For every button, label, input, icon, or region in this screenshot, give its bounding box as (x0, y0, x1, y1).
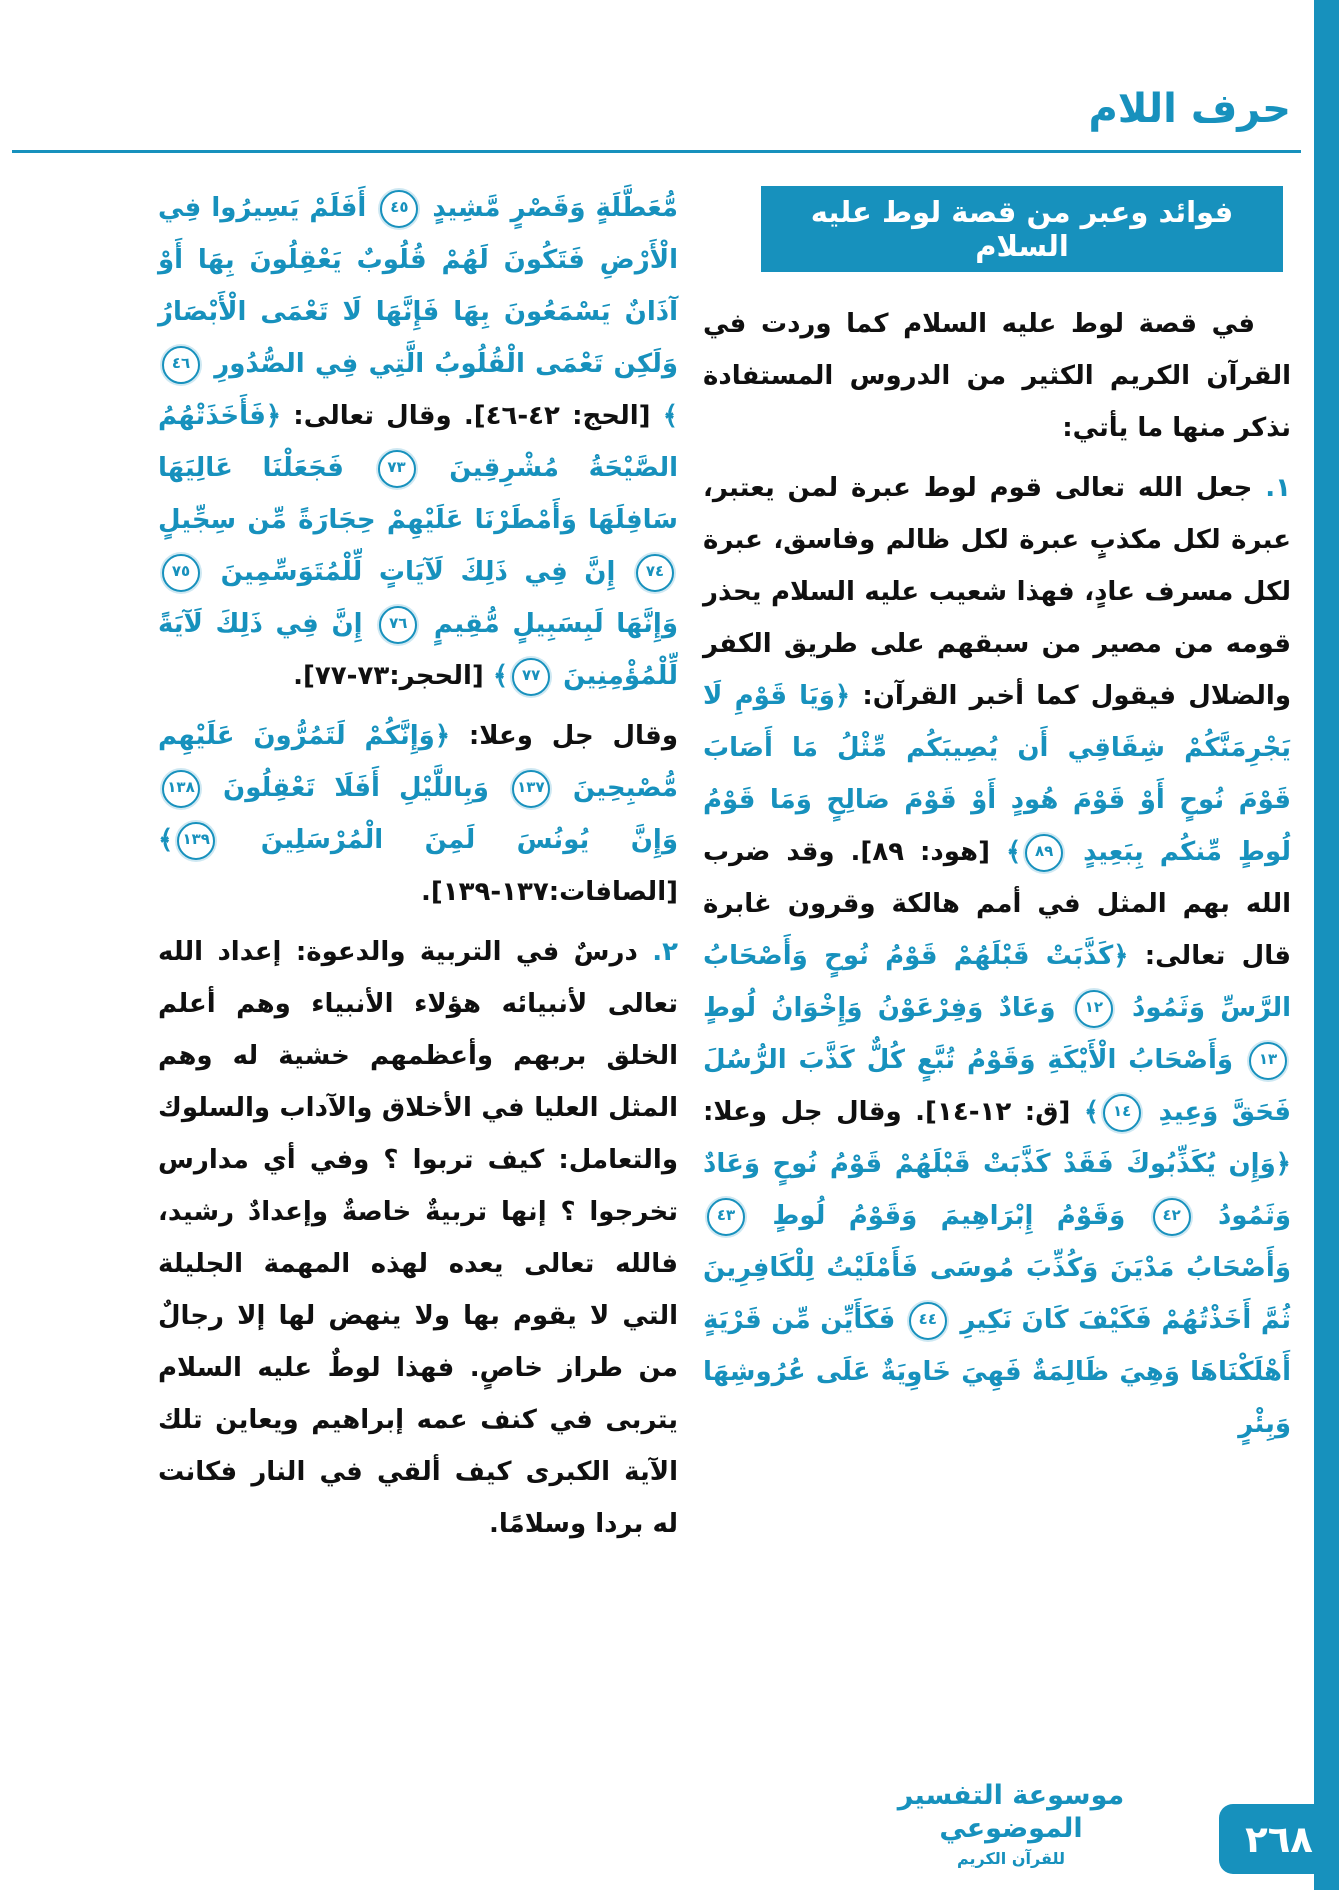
quran-text: ﴾ (1083, 1097, 1100, 1127)
body-text: في قصة لوط عليه السلام كما وردت في القرآن الكريم الكثير من الدروس المستفادة نذكر منها ما يأتي: (703, 309, 1291, 443)
section-title: فوائد وعبر من قصة لوط عليه السلام (761, 186, 1283, 272)
quran-text: ﴿فَأَخَذَتْهُمُ الصَّيْحَةُ مُشْرِقِينَ (158, 401, 679, 483)
body-text: وقال جل وعلا: (450, 721, 678, 751)
quran-text: وَإِنَّ يُونُسَ لَمِنَ الْمُرْسَلِينَ (219, 825, 678, 855)
header-divider (12, 150, 1301, 153)
body-text: [الصافات:١٣٧-١٣٩]. (420, 877, 678, 907)
left-column (158, 182, 678, 1558)
ayah-number-medallion: ٤٣ (707, 1198, 745, 1236)
ayah-number-medallion: ٧٥ (162, 554, 200, 592)
body-text: جعل الله تعالى قوم لوط عبرة لمن يعتبر، عبرة لكل مكذبٍ عبرة لكل ظالم وفاسق، عبرة لكل مسرف عادٍ، فهذا شعيب عليه السلام يحذر قومه من مصير من سبقهم على طريق الكفر والضلال فيقول كما أخبر القرآن: (703, 473, 1291, 711)
chapter-header: حرف اللام (1088, 86, 1291, 132)
quran-text: وَبِاللَّيْلِ أَفَلَا تَعْقِلُونَ (204, 773, 508, 803)
lesson-1-paragraph (703, 462, 1291, 1450)
quran-text: فَجَعَلْنَا عَالِيَهَا سَافِلَهَا وَأَمْطَرْنَا عَلَيْهِمْ حِجَارَةً مِّن سِجِّيلٍ (158, 453, 678, 535)
ayah-number-medallion: ٨٩ (1025, 834, 1063, 872)
ayah-number-medallion: ١٣ (1249, 1042, 1287, 1080)
ayah-number-medallion: ٤٦ (162, 346, 200, 384)
ayah-number-medallion: ٤٤ (909, 1302, 947, 1340)
ayah-number-medallion: ١٣٨ (162, 770, 200, 808)
ayah-number-medallion: ١٢ (1075, 990, 1113, 1028)
quran-text: ﴾ (158, 825, 174, 855)
quran-text: وَأَصْحَابُ مَدْيَنَ وَكُذِّبَ مُوسَى فَأَمْلَيْتُ لِلْكَافِرِينَ ثُمَّ أَخَذْتُهُمْ فَكَيْفَ كَانَ نَكِيرِ (703, 1253, 1291, 1335)
publisher-seal-title: موسوعة التفسير الموضوعي (897, 1779, 1125, 1845)
quran-text: وَعَادٌ وَفِرْعَوْنُ وَإِخْوَانُ لُوطٍ (703, 993, 1071, 1023)
list-number: ١. (1252, 473, 1291, 503)
page-number: ٢٦٨ (1245, 1817, 1313, 1861)
quran-text: ﴿وَإِن يُكَذِّبُوكَ فَقَدْ كَذَّبَتْ قَبْلَهُمْ قَوْمُ نُوحٍ وَعَادٌ وَثَمُودُ (703, 1149, 1291, 1231)
intro-paragraph (703, 298, 1291, 454)
quran-text: ﴾ (662, 401, 678, 431)
quran-text: إِنَّ فِي ذَلِكَ لَآيَةً لِّلْمُؤْمِنِينَ (158, 609, 678, 691)
quran-continuation-paragraph (158, 182, 678, 702)
quran-text: ﴿كَذَّبَتْ قَبْلَهُمْ قَوْمُ نُوحٍ وَأَصْحَابُ الرَّسِّ وَثَمُودُ (703, 941, 1291, 1023)
quran-text: وَقَوْمُ إِبْرَاهِيمَ وَقَوْمُ لُوطٍ (749, 1201, 1149, 1231)
ayah-number-medallion: ٧٣ (378, 450, 416, 488)
quran-text: إِنَّ فِي ذَلِكَ لَآيَاتٍ لِّلْمُتَوَسِّمِينَ (204, 557, 632, 587)
ayah-number-medallion: ١٤ (1103, 1094, 1141, 1132)
ayah-number-medallion: ٤٥ (380, 190, 418, 228)
page-edge-strip (1314, 0, 1339, 1890)
ayah-number-medallion: ٧٦ (379, 606, 417, 644)
quran-text: ﴿وَإِنَّكُمْ لَتَمُرُّونَ عَلَيْهِم مُّصْبِحِينَ (158, 721, 678, 803)
lesson-2-paragraph (158, 926, 678, 1550)
ayah-number-medallion: ١٣٩ (177, 822, 215, 860)
ayah-number-medallion: ١٣٧ (512, 770, 550, 808)
body-text: [الحجر:٧٣-٧٧]. (293, 661, 493, 691)
page-number-badge (1219, 1804, 1339, 1874)
list-number: ٢. (637, 937, 679, 967)
right-column (703, 182, 1291, 1458)
publisher-seal (861, 1779, 1161, 1869)
body-text: [ق: ١٢-١٤]. وقال جل وعلا: (703, 1097, 1084, 1127)
quran-text: أَفَلَمْ يَسِيرُوا فِي الْأَرْضِ فَتَكُونَ لَهُمْ قُلُوبٌ يَعْقِلُونَ بِهَا أَوْ آذَانٌ يَسْمَعُونَ بِهَا فَإِنَّهَا لَا تَعْمَى الْأَبْصَارُ وَلَكِن تَعْمَى الْقُلُوبُ الَّتِي فِي الصُّدُورِ (158, 193, 678, 379)
body-text: درسٌ في التربية والدعوة: إعداد الله تعالى لأنبيائه هؤلاء الأنبياء وهم أعلم الخلق بربهم وأعظمهم خشية له وهم المثل العليا في الأخلاق والآداب والسلوك والتعامل: كيف تربوا ؟ وفي أي مدارس تخرجوا ؟ إنها تربيةٌ خاصةٌ وإعدادٌ رشيد، فالله تعالى يعده لهذه المهمة الجليلة التي لا يقوم بها ولا ينهض لها إلا رجالٌ من طراز خاصٍ. فهذا لوطٌ عليه السلام يتربى في كنف عمه إبراهيم ويعاين تلك الآية الكبرى كيف ألقي في النار فكانت له بردا وسلامًا. (158, 937, 678, 1539)
ayah-number-medallion: ٧٤ (636, 554, 674, 592)
quran-text: وَإِنَّهَا لَبِسَبِيلٍ مُّقِيمٍ (421, 609, 678, 639)
quran-text: ﴾ (1005, 837, 1022, 867)
quran-text: فَكَأَيِّن مِّن قَرْيَةٍ أَهْلَكْنَاهَا وَهِيَ ظَالِمَةٌ فَهِيَ خَاوِيَةٌ عَلَى عُرُوشِهَا وَبِئْرٍ (703, 1305, 1291, 1439)
quran-text: مُّعَطَّلَةٍ وَقَصْرٍ مَّشِيدٍ (422, 193, 678, 223)
body-text: [الحج: ٤٢-٤٦]. وقال تعالى: (281, 401, 663, 431)
publisher-seal-subtitle: للقرآن الكريم (956, 1849, 1066, 1868)
ayah-number-medallion: ٤٢ (1153, 1198, 1191, 1236)
quran-text: ﴿وَيَا قَوْمِ لَا يَجْرِمَنَّكُمْ شِقَاقِي أَن يُصِيبَكُم مِّثْلُ مَا أَصَابَ قَوْمَ نُوحٍ أَوْ قَوْمَ هُودٍ أَوْ قَوْمَ صَالِحٍ وَمَا قَوْمُ لُوطٍ مِّنكُم بِبَعِيدٍ (703, 681, 1292, 867)
quran-text: وَأَصْحَابُ الْأَيْكَةِ وَقَوْمُ تُبَّعٍ كُلٌّ كَذَّبَ الرُّسُلَ فَحَقَّ وَعِيدِ (703, 1045, 1291, 1127)
ayah-number-medallion: ٧٧ (512, 658, 550, 696)
quran-quote-paragraph (158, 710, 678, 918)
quran-text: ﴾ (492, 661, 509, 691)
body-text: [هود: ٨٩]. وقد ضرب الله بهم المثل في أمم هالكة وقرون غابرة قال تعالى: (703, 837, 1291, 971)
